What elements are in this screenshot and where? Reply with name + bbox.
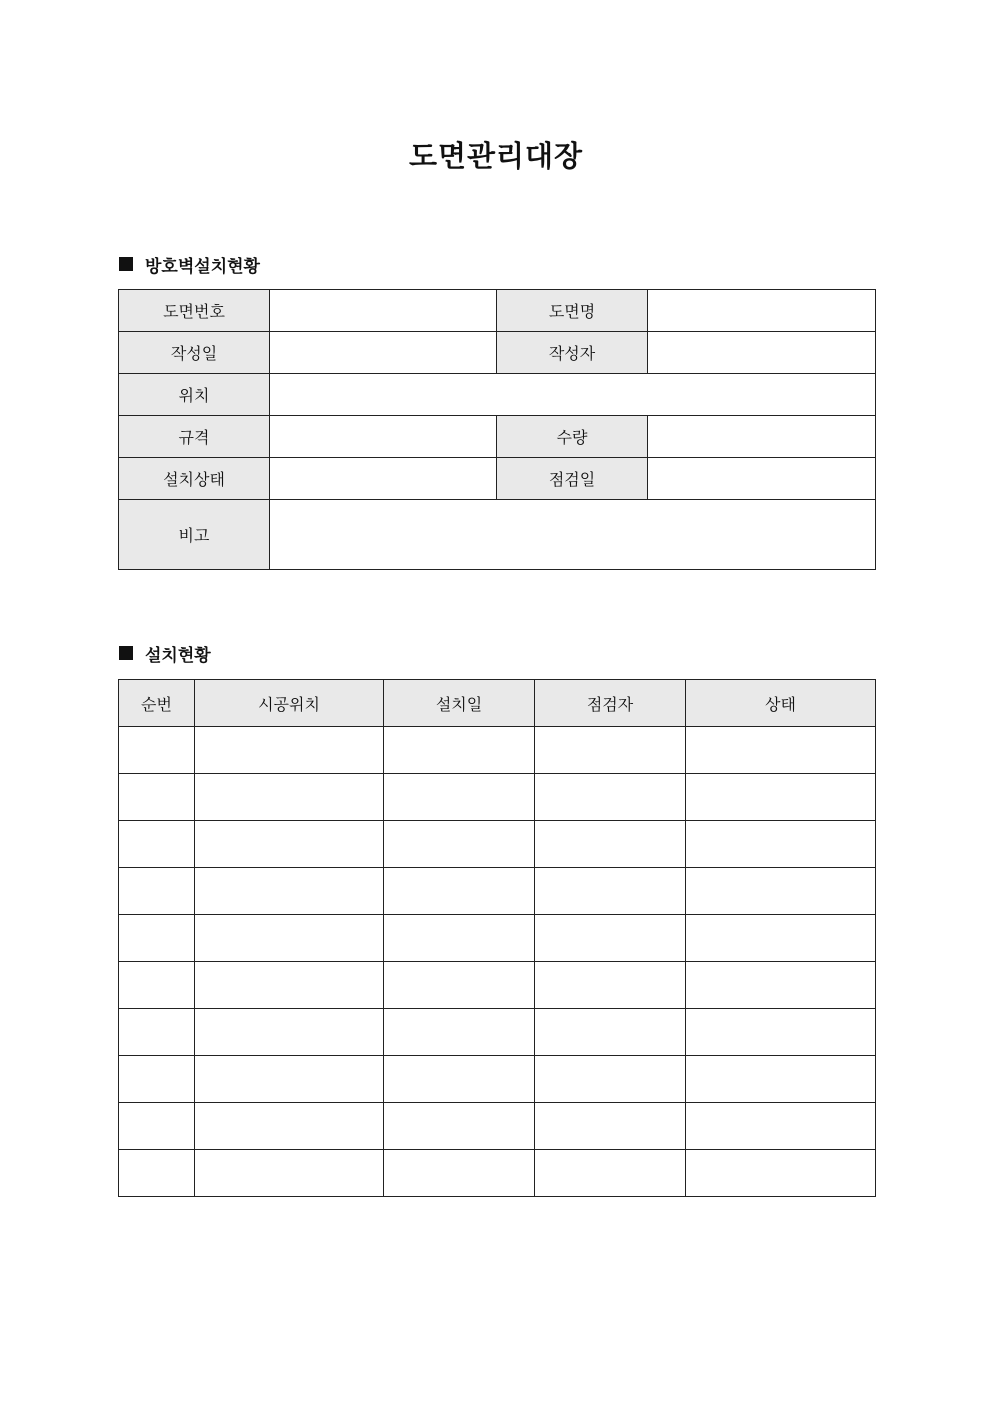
drawing-name-field[interactable] [648, 290, 876, 332]
table-cell[interactable] [686, 868, 876, 915]
table-cell[interactable] [119, 774, 195, 821]
table-row [119, 821, 876, 868]
table-cell[interactable] [686, 915, 876, 962]
table-cell[interactable] [686, 962, 876, 1009]
created-date-field[interactable] [270, 332, 497, 374]
table-cell[interactable] [384, 821, 535, 868]
table-cell[interactable] [195, 727, 384, 774]
info-row [119, 332, 876, 374]
table-row [119, 915, 876, 962]
table-cell[interactable] [195, 1150, 384, 1197]
table-cell[interactable] [535, 868, 686, 915]
table-cell[interactable] [195, 1103, 384, 1150]
square-bullet-icon [119, 257, 133, 271]
barrier-info-table [118, 289, 876, 570]
section-heading-barrier-status [119, 252, 260, 276]
table-cell[interactable] [535, 1150, 686, 1197]
table-cell[interactable] [384, 1056, 535, 1103]
info-row [119, 458, 876, 500]
install-status-field[interactable] [270, 458, 497, 500]
table-header-row [119, 680, 876, 727]
table-cell[interactable] [195, 915, 384, 962]
table-cell[interactable] [119, 915, 195, 962]
square-bullet-icon [119, 646, 133, 660]
table-cell[interactable] [119, 727, 195, 774]
section-heading-label: 방호벽설치현황 [145, 256, 260, 277]
spec-label: 규격 [119, 416, 270, 458]
table-cell[interactable] [535, 1056, 686, 1103]
quantity-label: 수량 [497, 416, 648, 458]
column-header-status: 상태 [686, 680, 876, 727]
section-heading-install-status [119, 641, 211, 665]
table-row [119, 774, 876, 821]
table-row [119, 1103, 876, 1150]
table-cell[interactable] [686, 1056, 876, 1103]
info-row [119, 416, 876, 458]
table-cell[interactable] [384, 962, 535, 1009]
table-cell[interactable] [535, 727, 686, 774]
table-cell[interactable] [686, 1009, 876, 1056]
table-row [119, 727, 876, 774]
table-cell[interactable] [119, 1056, 195, 1103]
info-row [119, 374, 876, 416]
table-cell[interactable] [384, 1009, 535, 1056]
section-heading-label: 설치현황 [145, 645, 211, 666]
table-cell[interactable] [384, 1150, 535, 1197]
table-cell[interactable] [535, 962, 686, 1009]
table-cell[interactable] [384, 915, 535, 962]
table-cell[interactable] [384, 1103, 535, 1150]
table-cell[interactable] [535, 915, 686, 962]
author-field[interactable] [648, 332, 876, 374]
table-row [119, 962, 876, 1009]
table-row [119, 1009, 876, 1056]
table-cell[interactable] [384, 868, 535, 915]
spec-field[interactable] [270, 416, 497, 458]
table-cell[interactable] [195, 774, 384, 821]
table-cell[interactable] [535, 774, 686, 821]
table-cell[interactable] [686, 774, 876, 821]
table-cell[interactable] [195, 1056, 384, 1103]
table-cell[interactable] [119, 962, 195, 1009]
info-row [119, 290, 876, 332]
remarks-label: 비고 [119, 500, 270, 570]
table-cell[interactable] [119, 868, 195, 915]
author-label: 작성자 [497, 332, 648, 374]
column-header-construction-location: 시공위치 [195, 680, 384, 727]
table-cell[interactable] [195, 821, 384, 868]
drawing-no-label: 도면번호 [119, 290, 270, 332]
table-cell[interactable] [384, 774, 535, 821]
column-header-install-date: 설치일 [384, 680, 535, 727]
table-row [119, 1150, 876, 1197]
quantity-field[interactable] [648, 416, 876, 458]
table-cell[interactable] [686, 1103, 876, 1150]
document-title: 도면관리대장 [408, 139, 584, 173]
table-cell[interactable] [119, 821, 195, 868]
location-label: 위치 [119, 374, 270, 416]
table-cell[interactable] [686, 821, 876, 868]
table-row [119, 868, 876, 915]
table-cell[interactable] [535, 1103, 686, 1150]
install-status-label: 설치상태 [119, 458, 270, 500]
table-cell[interactable] [686, 727, 876, 774]
inspection-date-label: 점검일 [497, 458, 648, 500]
drawing-name-label: 도면명 [497, 290, 648, 332]
info-row [119, 500, 876, 570]
column-header-no: 순번 [119, 680, 195, 727]
inspection-date-field[interactable] [648, 458, 876, 500]
table-cell[interactable] [195, 962, 384, 1009]
location-field[interactable] [270, 374, 876, 416]
table-cell[interactable] [195, 868, 384, 915]
table-cell[interactable] [119, 1150, 195, 1197]
table-cell[interactable] [686, 1150, 876, 1197]
table-cell[interactable] [119, 1009, 195, 1056]
install-status-table [118, 679, 876, 1197]
created-date-label: 작성일 [119, 332, 270, 374]
table-cell[interactable] [195, 1009, 384, 1056]
table-cell[interactable] [535, 821, 686, 868]
column-header-inspector: 점검자 [535, 680, 686, 727]
drawing-no-field[interactable] [270, 290, 497, 332]
remarks-field[interactable] [270, 500, 876, 570]
table-cell[interactable] [119, 1103, 195, 1150]
table-row [119, 1056, 876, 1103]
table-cell[interactable] [384, 727, 535, 774]
table-cell[interactable] [535, 1009, 686, 1056]
